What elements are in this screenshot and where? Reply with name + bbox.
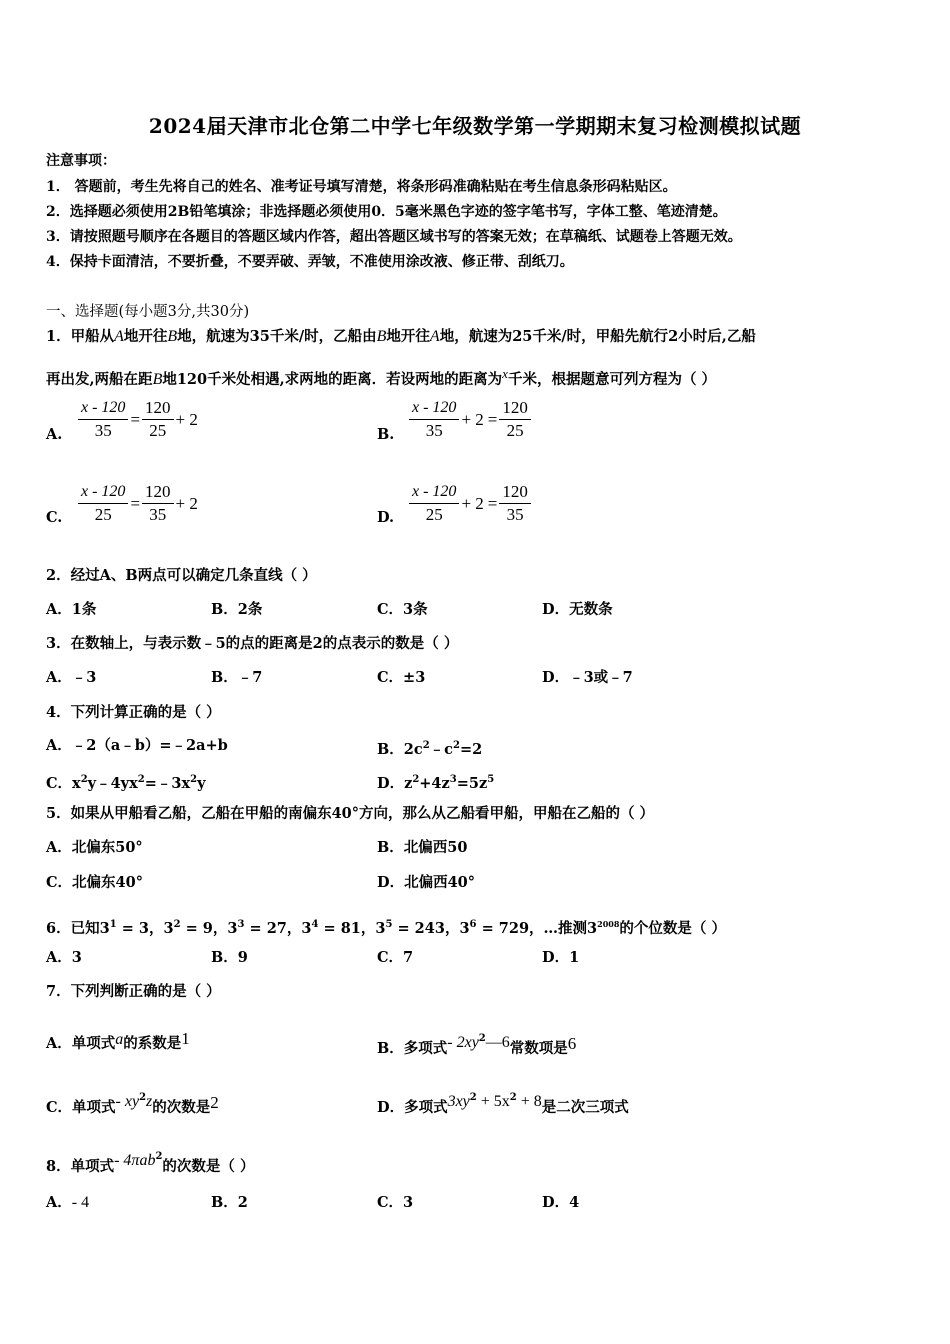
q7-stem: 7．下列判断正确的是（ ） [46, 983, 221, 1000]
q5-option-b: B．北偏西50 [377, 839, 468, 856]
notice-heading: 注意事项： [46, 153, 116, 169]
q2-option-c: C．3条 [377, 601, 428, 618]
q1-option-c-label: C. [46, 509, 63, 526]
q6-option-d: D．1 [542, 949, 580, 966]
q2-option-b: B．2条 [211, 601, 263, 618]
q7-option-b: B．多项式- $2xy^2—6$常数项是6 [377, 1033, 577, 1057]
q8-option-a: A．- 4 [46, 1194, 90, 1211]
q1-option-d-label: D. [377, 509, 395, 526]
q8-stem: 8．单项式- 4πab$^2$的次数是（ ） [46, 1151, 255, 1175]
notice-item-1: 1． 答题前，考生先将自己的姓名、准考证号填写清楚，将条形码准确粘贴在考生信息条形码粘贴区。 [46, 179, 677, 195]
q6-option-b: B．9 [211, 949, 248, 966]
q4-option-c: C．$x^2y﹣4yx^2=﹣3x^2y$ [46, 774, 206, 792]
q5-option-a: A．北偏东50° [46, 839, 143, 856]
q1-option-c-formula: $\frac{x - 120}{25}$ = $\frac{120}{35}$ + 2 [78, 481, 200, 526]
q4-stem: 4．下列计算正确的是（ ） [46, 704, 221, 721]
q1-option-b-label: B. [377, 426, 395, 443]
notice-item-3: 3．请按照题号顺序在各题目的答题区域内作答，超出答题区域书写的答案无效；在草稿纸、试题卷上答题无效。 [46, 229, 742, 245]
q2-option-d: D．无数条 [542, 601, 613, 618]
q4-option-a: A．﹣2（a﹣b）=﹣2a+b [46, 737, 228, 754]
q7-option-a: A．单项式a的系数是1 [46, 1029, 190, 1052]
q4-option-b: B．$2c^2﹣c^2=2$ [377, 740, 483, 758]
q8-option-b: B．2 [211, 1194, 248, 1211]
q7-option-d: D．多项式$3xy^2 + 5x^2 + 8$是二次三项式 [377, 1092, 629, 1116]
q6-option-a: A．3 [46, 949, 82, 966]
q1-option-a-label: A. [46, 426, 63, 443]
q1-option-b-formula: $\frac{x - 120}{35}$ + 2 = $\frac{120}{25}$ [409, 397, 531, 442]
page-title: 2024届天津市北仓第二中学七年级数学第一学期期末复习检测模拟试题 [148, 114, 802, 138]
q6-stem: 6．已知$3^1 = 3$，$3^2 = 9$，$3^3 = 27$，$3^4 = 81$，$3^5 = 243$，$3^6 = 729$，…推测$3^{2008}$的个位数是（ ） [46, 919, 726, 937]
q6-option-c: C．7 [377, 949, 414, 966]
q3-option-c: C．±3 [377, 669, 426, 686]
q8-option-d: D．4 [542, 1194, 580, 1211]
q5-option-c: C．北偏东40° [46, 874, 143, 891]
q5-stem: 5．如果从甲船看乙船，乙船在甲船的南偏东40°方向，那么从乙船看甲船，甲船在乙船的（ ） [46, 805, 655, 822]
q3-option-a: A．﹣3 [46, 669, 97, 686]
q2-option-a: A．1条 [46, 601, 97, 618]
q3-option-d: D．﹣3或﹣7 [542, 669, 633, 686]
q3-option-b: B．﹣7 [211, 669, 263, 686]
q1-stem-line2: 再出发,两船在距B地120千米处相遇,求两地的距离．若设两地的距离为x千米，根据题意可列方程为（ ） [46, 366, 716, 388]
q1-option-d-formula: $\frac{x - 120}{25}$ + 2 = $\frac{120}{35}$ [409, 481, 531, 526]
notice-item-4: 4．保持卡面清洁，不要折叠，不要弄破、弄皱，不准使用涂改液、修正带、刮纸刀。 [46, 254, 574, 270]
q1-option-a-formula: $\frac{x - 120}{35}$ = $\frac{120}{25}$ + 2 [78, 397, 200, 442]
q4-option-d: D．$z^2+4z^3=5z^5$ [377, 774, 495, 792]
q3-stem: 3．在数轴上，与表示数﹣5的点的距离是2的点表示的数是（ ） [46, 635, 459, 652]
q5-option-d: D．北偏西40° [377, 874, 476, 891]
notice-item-2: 2．选择题必须使用2B铅笔填涂；非选择题必须使用0．5毫米黑色字迹的签字笔书写，字体工整、笔迹清楚。 [46, 204, 727, 220]
section-heading: 一、选择题(每小题3分,共30分) [46, 304, 250, 320]
q2-stem: 2．经过A、B两点可以确定几条直线（ ） [46, 567, 317, 584]
q8-option-c: C．3 [377, 1194, 414, 1211]
q1-stem-line1: 1．甲船从A地开往B地，航速为35千米/时，乙船由B地开往A地，航速为25千米/时，甲船先航行2小时后,乙船 [46, 328, 756, 345]
q7-option-c: C．单项式- $xy^2z$的次数是2 [46, 1092, 219, 1116]
